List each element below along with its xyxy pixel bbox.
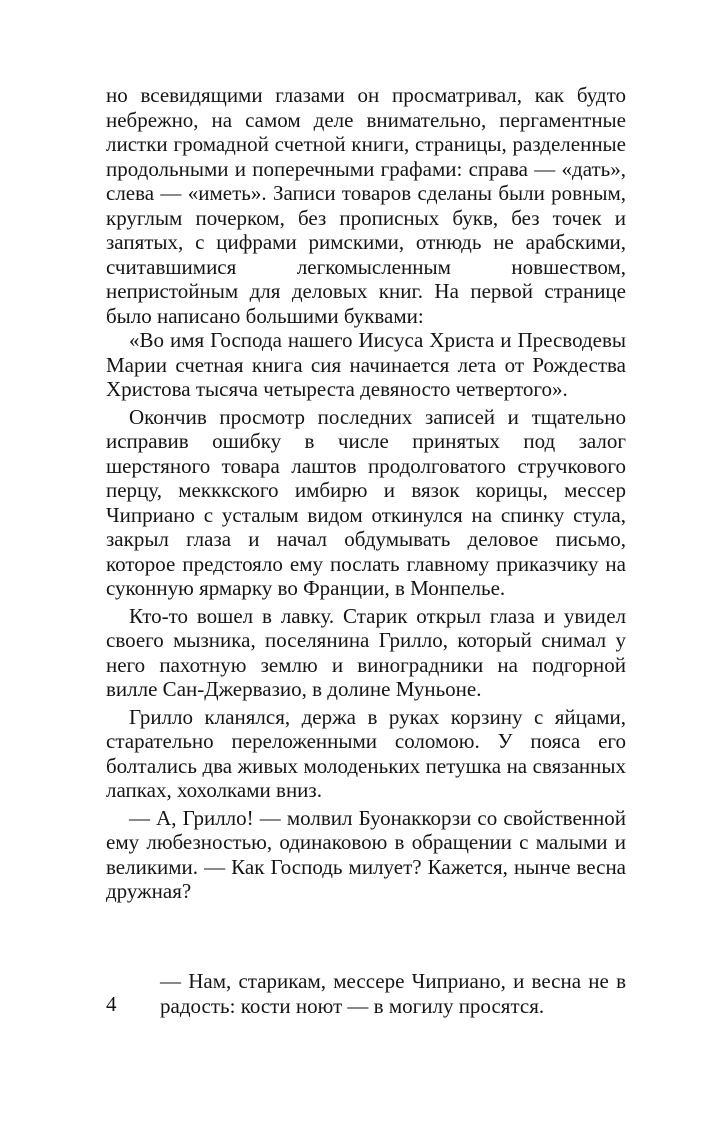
paragraph-4: Кто-то вошел в лавку. Старик открыл глаза и увидел своего мызника, поселянина Грилло, который снимал у него пахотную землю и виноградники на подгорной вилле Сан-Джервазио, в долине Муньоне. [106,603,626,701]
paragraph-7: — Нам, старикам, мессере Чиприано, и весна не в радость: кости ноют — в могилу просятся. [160,969,626,1018]
paragraph-3: Окончив просмотр последних записей и тщательно исправив ошибку в числе принятых под залог шерстяного товара лаштов продолговатого стручкового перцу, мекккского имбирю и вязок корицы, мессер Чиприано с усталым видом откинулся на спинку стула, закрыл глаза и начал обдумывать деловое письмо, которое предстояло ему послать главному приказчику на суконную ярмарку во Франции, в Монпелье. [106,404,626,600]
paragraph-6: — А, Грилло! — молвил Буонаккорзи со свойственной ему любезностью, одинаковою в обращении с малыми и великими. — Как Господь милует? Кажется, нынче весна дружная? [106,805,626,903]
paragraph-2: «Во имя Господа нашего Иисуса Христа и Пресводевы Марии счетная книга сия начинается лета от Рождества Христова тысяча четыреста девяносто четвертого». [106,328,626,401]
paragraph-1: но всевидящими глазами он просматривал, как будто небрежно, на самом деле внимательно, пергаментные листки громадной счетной книги, страницы, разделенные продольными и поперечными графами: справа — «дать», слева — «иметь». Записи товаров сделаны были ровным, круглым почерком, без прописных букв, без точек и запятых, с цифрами римскими, отнюдь не арабскими, считавшимися легкомысленным новшеством, непристойным для деловых книг. На первой странице было написано большими буквами: [106,83,626,328]
body-text [106,83,626,904]
paragraph-5: Грилло кланялся, держа в руках корзину с яйцами, старательно переложенными соломою. У пояса его болтались два живых молоденьких петушка на связанных лапках, хохолками вниз. [106,704,626,802]
page-number: 4 [106,992,117,1016]
